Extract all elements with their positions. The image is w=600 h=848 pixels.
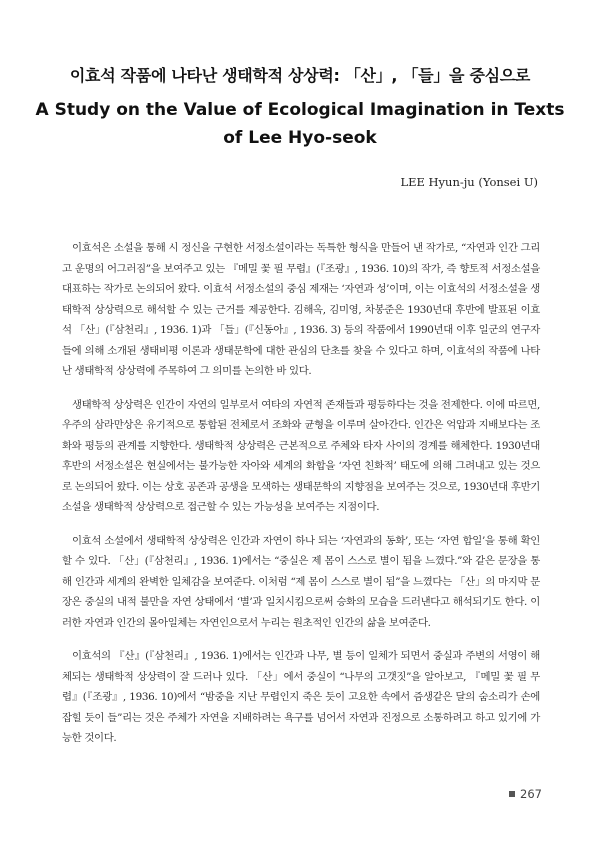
page-number — [509, 787, 542, 801]
body-text — [62, 238, 540, 762]
paragraph-3: 이효석 소설에서 생태학적 상상력은 인간과 자연이 하나 되는 ‘자연과의 동화’, 또는 ‘자연 합일’을 통해 확인할 수 있다. 「산」(『삼천리』, 1936. 1)에서는 “중실은 제 몸이 스스로 별이 됨을 느꼈다.”와 같은 문장을 통해 인간과 세계의 완벽한 일체감을 보여준다. 이처럼 “제 몸이 스스로 별이 됨”을 느꼈다는 「산」의 마지막 문장은 중실의 내적 불만을 자연 상태에서 ‘별’과 일치시킴으로써 승화의 모습을 드러낸다고 해석되기도 한다. 이러한 자연과 인간의 몰아일체는 자연인으로서 누리는 원초적인 인간의 삶을 보여준다. — [62, 534, 540, 629]
title-english-line-1: A Study on the Value of Ecological Imagination in Texts — [35, 100, 565, 120]
page-number-value: 267 — [520, 787, 542, 801]
paragraph-4: 이효석의 『산』(『삼천리』, 1936. 1)에서는 인간과 나무, 별 등이 일체가 되면서 중실과 주변의 서영이 해체되는 생태학적 상상력이 잘 드러나 있다. 「산」에서 중실이 “나무의 고갯짓”을 알아보고, 『메밀 꽃 필 무렵』(『조광』, 1936. 10)에서 “밤중을 지난 무렵인지 죽은 듯이 고요한 속에서 즘생같은 달의 숨소리가 손에 잡힐 듯이 들”리는 것은 주체가 자연을 지배하려는 욕구를 넘어서 자연과 진정으로 소통하려고 하고 있기에 가능한 것이다. — [62, 650, 540, 744]
title-korean: 이효석 작품에 나타난 생태학적 상상력: 「산」, 「들」을 중심으로 — [69, 66, 531, 85]
title-english-line-2: of Lee Hyo-seok — [223, 128, 377, 148]
square-bullet-icon — [509, 791, 515, 797]
title-english — [0, 96, 600, 152]
author-affiliation: LEE Hyun-ju (Yonsei U) — [400, 175, 538, 189]
paragraph-1: 이효석은 소설을 통해 시 정신을 구현한 서정소설이라는 독특한 형식을 만들어 낸 작가로, “자연과 인간 그리고 운명의 어그러짐”을 보여주고 있는 『메밀 꽃 필 무렵』(『조광』, 1936. 10)의 작가, 즉 향토적 서정소설을 대표하는 작가로 논의되어 왔다. 이효석 서정소설의 중심 제재는 ‘자연과 성’이며, 이는 이효석의 서정소설을 생태학적 상상력으로 해석할 수 있는 근거를 제공한다. 김해옥, 김미영, 차봉준은 1930년대 후반에 발표된 이효석 「산」(『삼천리』, 1936. 1)과 「들」(『신동아』, 1936. 3) 등의 작품에서 1990년대 이후 일군의 연구자들에 의해 소개된 생태비평 이론과 생태문학에 대한 관심의 단초를 찾을 수 있다고 하며, 이효석의 작품에 나타난 생태학적 상상력에 주목하여 그 의미를 논의한 바 있다. — [62, 242, 540, 377]
paragraph-2: 생태학적 상상력은 인간이 자연의 일부로서 여타의 자연적 존재들과 평등하다는 것을 전제한다. 이에 따르면, 우주의 삼라만상은 유기적으로 통합된 전체로서 조화와 균형을 이루며 살아간다. 인간은 억압과 지배보다는 조화와 평등의 관계를 지향한다. 생태학적 상상력은 근본적으로 주체와 타자 사이의 경계를 해체한다. 1930년대 후반의 서정소설은 현실에서는 불가능한 자아와 세계의 화합을 ‘자연 친화적’ 태도에 의해 그려내고 있는 것으로 논의되어 왔다. 이는 상호 공존과 공생을 모색하는 생태문학의 지향점을 보여주는 것으로, 1930년대 후반기 소설을 생태학적 상상력으로 접근할 수 있는 가능성을 보여주는 지점이다. — [62, 398, 540, 513]
